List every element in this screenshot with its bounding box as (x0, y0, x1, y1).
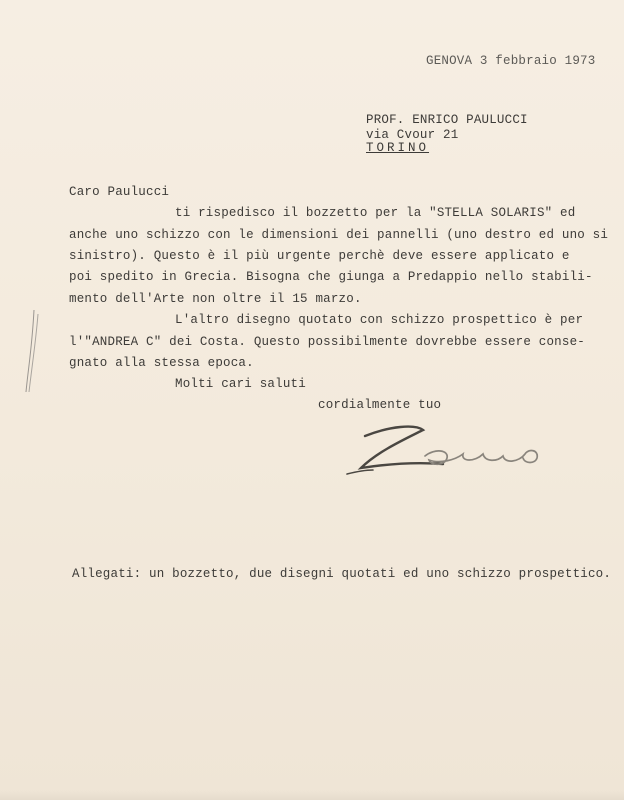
letter-date: GENOVA 3 febbraio 1973 (426, 54, 596, 68)
body-line: poi spedito in Grecia. Bisogna che giunga a Predappio nello stabili- (69, 270, 593, 284)
body-line: anche uno schizzo con le dimensioni dei pannelli (uno destro ed uno si (69, 228, 609, 242)
handwritten-signature (325, 418, 555, 488)
recipient-name: PROF. ENRICO PAULUCCI (366, 113, 528, 127)
body-line: L'altro disegno quotato con schizzo prospettico è per (175, 313, 584, 327)
recipient-street: via Cvour 21 (366, 128, 459, 142)
recipient-city: TORINO (366, 141, 430, 155)
body-line: l'"ANDREA C" dei Costa. Questo possibilmente dovrebbe essere conse- (69, 335, 585, 349)
body-line: gnato alla stessa epoca. (69, 356, 254, 370)
salutation: Caro Paulucci (69, 185, 170, 199)
body-line: sinistro). Questo è il più urgente perchè deve essere applicato e (69, 249, 570, 263)
closing: Molti cari saluti (175, 377, 306, 391)
body-line: ti rispedisco il bozzetto per la "STELLA SOLARIS" ed (175, 206, 576, 220)
enclosures: Allegati: un bozzetto, due disegni quotati ed uno schizzo prospettico. (72, 567, 612, 581)
page-edge (0, 790, 624, 800)
pencil-mark (18, 300, 48, 400)
body-line: mento dell'Arte non oltre il 15 marzo. (69, 292, 362, 306)
closing-cordially: cordialmente tuo (318, 398, 442, 412)
